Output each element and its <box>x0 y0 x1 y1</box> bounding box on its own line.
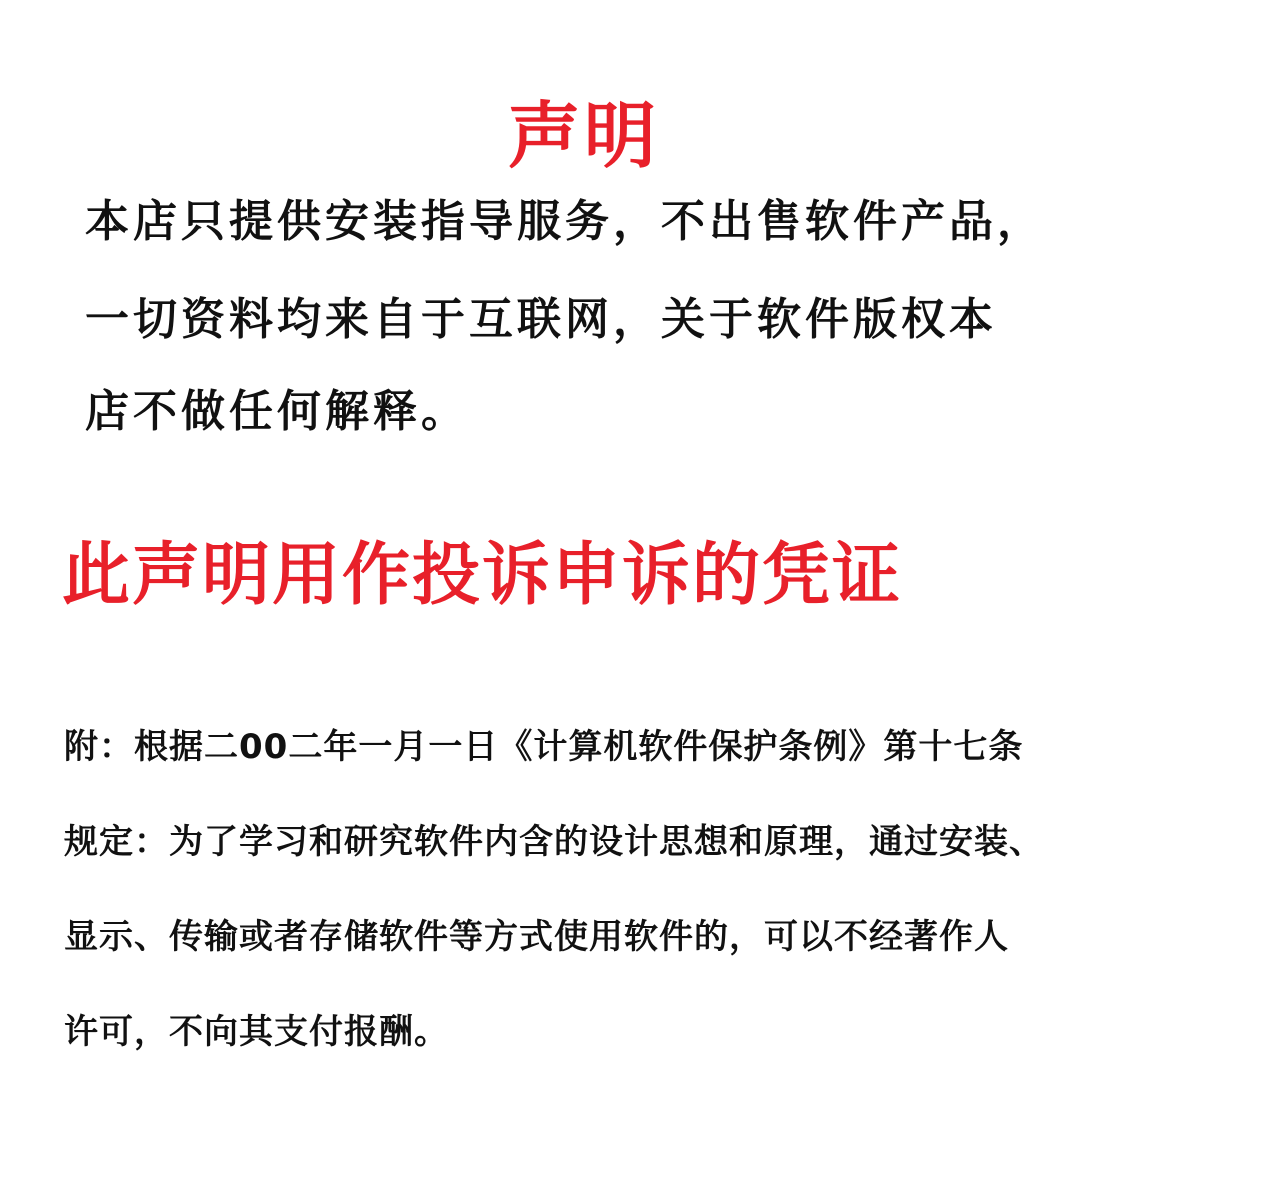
legal-clause-line-4: 许可，不向其支付报酬。 <box>64 1012 449 1052</box>
legal-clause-line-1: 附：根据二00二年一月一日《计算机软件保护条例》第十七条 <box>64 727 1024 767</box>
complaint-evidence-heading: 此声明用作投诉申诉的凭证 <box>62 536 903 615</box>
legal-clause-line-3: 显示、传输或者存储软件等方式使用软件的，可以不经著作人 <box>64 917 1009 957</box>
legal-clause-line-2: 规定：为了学习和研究软件内含的设计思想和原理，通过安装、 <box>64 822 1044 862</box>
statement-line-2: 一切资料均来自于互联网，关于软件版权本 <box>85 294 997 345</box>
statement-line-1: 本店只提供安装指导服务，不出售软件产品， <box>85 196 1045 247</box>
statement-line-3: 店不做任何解释。 <box>85 386 469 437</box>
declaration-title: 声明 <box>508 94 661 178</box>
